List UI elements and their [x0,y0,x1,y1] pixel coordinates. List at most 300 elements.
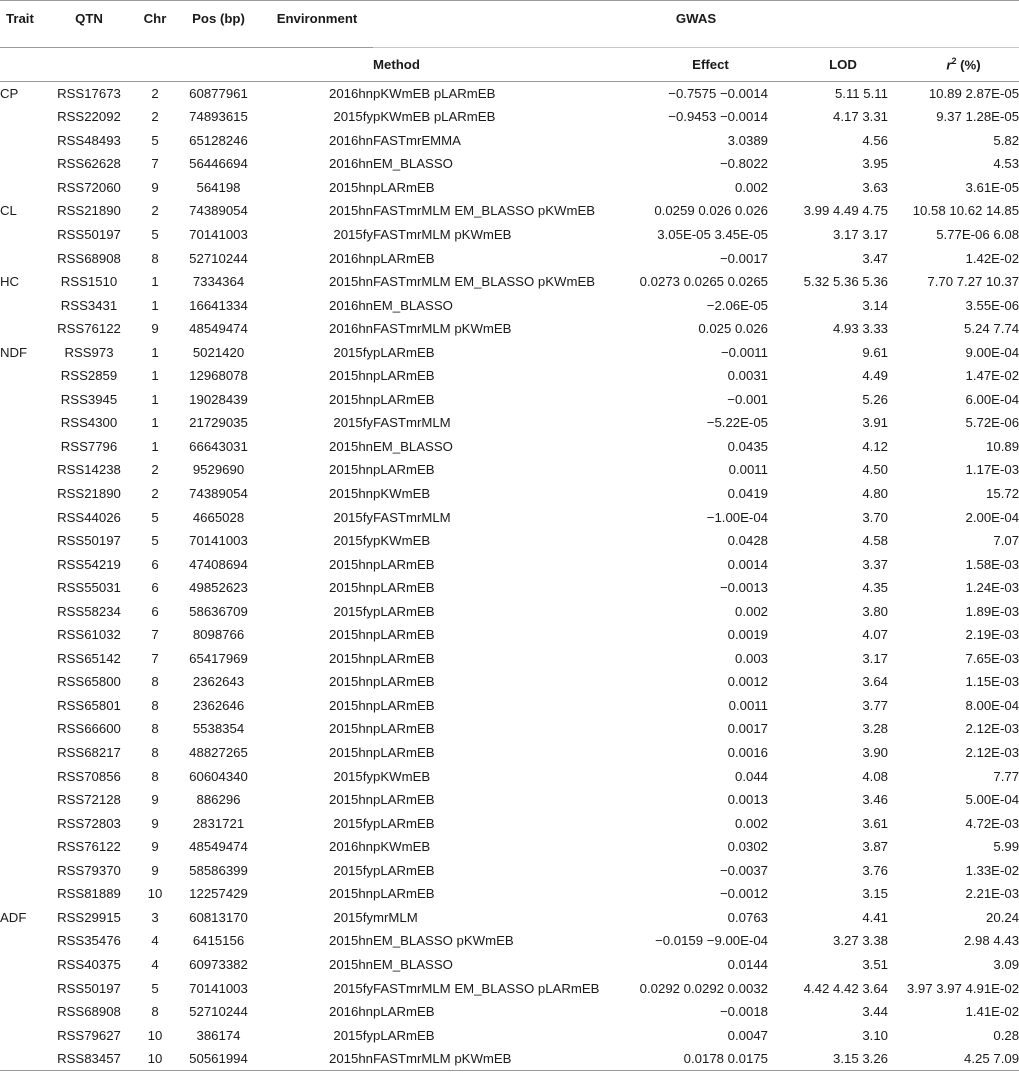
cell-trait: HC [0,274,20,290]
cell-environment: 2015hn [328,933,373,949]
cell-effect: −0.8022 [719,156,768,172]
cell-lod: 3.95 [862,156,888,172]
cell-r2: 5.82 [993,132,1019,148]
cell-environment: 2015fy [333,768,373,784]
cell-effect: 0.0763 [727,909,768,925]
table-row [0,623,1019,647]
cell-lod: 3.15 [862,886,888,902]
cell-effect: 0.0292 0.0292 0.0032 [639,980,768,996]
cell-chr: 8 [151,745,159,761]
cell-lod: 4.35 [862,580,888,596]
cell-environment: 2015hn [328,368,373,384]
header-effect: Effect [613,48,768,82]
cell-method: pLARmEB [373,391,435,407]
cell-environment: 2015hn [328,1051,373,1067]
cell-pos: 2362643 [192,674,245,690]
cell-qtn: RSS21890 [57,486,121,502]
cell-effect: 0.0012 [727,674,768,690]
cell-pos: 65128246 [189,132,248,148]
cell-method: FASTmrMLM EM_BLASSO pKWmEB [373,203,596,219]
cell-pos: 56446694 [189,156,248,172]
cell-effect: −0.0013 [719,580,768,596]
table-row [0,270,1019,294]
cell-r2: 20.24 [986,909,1019,925]
cell-method: FASTmrMLM [373,415,451,431]
cell-method: pLARmEB [373,745,435,761]
cell-r2: 2.00E-04 [965,509,1019,525]
cell-method: pKWmEB pLARmEB [373,109,496,125]
cell-effect: 0.0047 [727,1027,768,1043]
cell-method: EM_BLASSO pKWmEB [373,933,514,949]
cell-trait [0,1047,44,1071]
cell-lod: 4.58 [862,533,888,549]
cell-pos: 7334364 [192,274,245,290]
cell-effect: 0.0144 [727,956,768,972]
cell-pos: 8098766 [192,627,245,643]
cell-qtn: RSS68908 [57,1004,121,1020]
cell-qtn: RSS50197 [57,980,121,996]
cell-qtn: RSS3945 [60,391,118,407]
cell-chr: 5 [151,132,159,148]
cell-r2: 1.24E-03 [965,580,1019,596]
cell-trait [0,976,44,1000]
cell-pos: 74893615 [189,109,248,125]
cell-pos: 9529690 [192,462,245,478]
cell-environment: 2015hn [328,486,373,502]
cell-method: pLARmEB [373,674,435,690]
cell-chr: 1 [151,344,159,360]
cell-method: pLARmEB [373,179,435,195]
cell-lod: 4.56 [862,132,888,148]
header-r2: $r^2$ (%) [888,48,1019,82]
cell-method: pLARmEB [373,1004,435,1020]
cell-method: pLARmEB [373,886,435,902]
cell-r2: 5.77E-06 6.08 [936,227,1019,242]
cell-pos: 74389054 [189,486,248,502]
cell-lod: 3.10 [862,1027,888,1043]
cell-r2: 2.12E-03 [965,721,1019,737]
cell-lod: 3.51 [862,956,888,972]
cell-method: pLARmEB [373,627,435,643]
cell-method: pLARmEB [373,697,435,713]
cell-chr: 5 [151,509,159,525]
cell-chr: 8 [151,721,159,737]
cell-r2: 9.37 1.28E-05 [936,109,1019,125]
cell-qtn: RSS70856 [57,768,121,784]
cell-chr: 9 [151,792,159,808]
cell-qtn: RSS79627 [57,1027,121,1043]
cell-lod: 3.17 [862,650,888,666]
cell-method: EM_BLASSO [373,156,453,172]
cell-r2: 8.00E-04 [965,697,1019,713]
table-row [0,976,1019,1000]
cell-r2: 1.42E-02 [965,250,1019,266]
table-row [0,152,1019,176]
cell-environment: 2015fy [333,415,373,431]
cell-environment: 2016hn [328,86,373,101]
cell-effect: 0.002 [734,603,768,619]
cell-method: FASTmrMLM EM_BLASSO pLARmEB [373,980,600,996]
cell-environment: 2016hn [328,156,373,172]
cell-effect: 3.0389 [727,132,768,148]
cell-method: pLARmEB [373,603,435,619]
table-row [0,223,1019,247]
cell-r2: 10.89 [986,438,1019,454]
cell-environment: 2015hn [328,721,373,737]
cell-lod: 3.17 3.17 [833,227,888,242]
cell-r2: 3.97 3.97 4.91E-02 [906,980,1019,996]
cell-qtn: RSS40375 [57,956,121,972]
cell-method: pLARmEB [373,815,435,831]
cell-environment: 2015hn [328,391,373,407]
cell-lod: 4.50 [862,462,888,478]
table-row [0,599,1019,623]
table-row [0,929,1019,953]
cell-qtn: RSS3431 [60,297,118,313]
cell-method: pLARmEB [373,462,435,478]
cell-effect: −0.0011 [720,344,768,360]
table-row [0,293,1019,317]
cell-method: FASTmrMLM [373,509,451,525]
cell-effect: −0.001 [727,391,768,407]
cell-method: FASTmrMLM EM_BLASSO pKWmEB [373,274,596,290]
table-row [0,529,1019,553]
cell-environment: 2016hn [328,839,373,855]
cell-method: pLARmEB [373,556,435,572]
cell-qtn: RSS61032 [57,627,121,643]
cell-qtn: RSS44026 [57,509,121,525]
header-qtn: QTN [44,1,134,48]
table-row [0,199,1019,223]
cell-r2: 9.00E-04 [965,344,1019,360]
cell-trait [0,670,44,694]
cell-pos: 2362646 [192,697,245,713]
header-pos: Pos (bp) [176,1,261,48]
cell-effect: 0.0016 [727,745,768,761]
cell-qtn: RSS65142 [57,650,121,666]
cell-chr: 6 [151,603,159,619]
cell-pos: 5021420 [192,344,245,360]
table-row [0,788,1019,812]
cell-lod: 3.27 3.38 [833,933,888,949]
cell-pos: 50561994 [189,1051,248,1067]
table-row [0,811,1019,835]
header-spacer [0,48,373,82]
cell-qtn: RSS81889 [57,886,121,902]
cell-r2: 1.58E-03 [965,556,1019,572]
header-gwas: GWAS [373,1,1019,48]
cell-pos: 48827265 [189,745,248,761]
cell-environment: 2015hn [328,274,373,290]
cell-method: pLARmEB [373,721,435,737]
cell-pos: 52710244 [189,1004,248,1020]
cell-environment: 2016hn [328,250,373,266]
cell-trait [0,552,44,576]
cell-qtn: RSS29915 [57,909,121,925]
cell-effect: 0.0011 [728,462,768,478]
cell-chr: 8 [151,674,159,690]
cell-environment: 2016hn [328,132,373,148]
cell-trait [0,576,44,600]
cell-environment: 2016hn [328,321,373,337]
cell-pos: 58636709 [189,603,248,619]
cell-lod: 3.90 [862,745,888,761]
cell-trait [0,411,44,435]
cell-method: pLARmEB [373,580,435,596]
cell-qtn: RSS55031 [57,580,121,596]
cell-trait [0,364,44,388]
cell-environment: 2015fy [333,862,373,878]
cell-effect: 3.05E-05 3.45E-05 [657,227,768,242]
cell-pos: 52710244 [189,250,248,266]
header-trait: Trait [0,1,44,48]
cell-environment: 2015hn [328,203,373,219]
cell-r2: 0.28 [993,1027,1019,1043]
cell-pos: 60973382 [189,956,248,972]
table-row [0,953,1019,977]
cell-chr: 2 [151,86,159,101]
cell-environment: 2015fy [333,603,373,619]
cell-r2: 2.21E-03 [965,886,1019,902]
cell-trait [0,811,44,835]
cell-r2: 7.70 7.27 10.37 [927,274,1019,290]
cell-qtn: RSS66600 [57,721,121,737]
cell-qtn: RSS72128 [57,792,121,808]
cell-pos: 12257429 [189,886,248,902]
cell-qtn: RSS50197 [57,227,121,242]
cell-trait [0,388,44,412]
cell-r2: 1.89E-03 [965,603,1019,619]
cell-effect: 0.0017 [727,721,768,737]
cell-chr: 8 [151,768,159,784]
header-row-sub [0,48,1019,82]
cell-trait [0,929,44,953]
cell-effect: 0.003 [734,650,768,666]
cell-effect: −5.22E-05 [706,415,768,431]
cell-chr: 6 [151,580,159,596]
cell-environment: 2015hn [328,438,373,454]
cell-chr: 9 [151,815,159,831]
cell-chr: 8 [151,1004,159,1020]
cell-method: FASTmrEMMA [373,132,461,148]
cell-r2: 7.77 [993,768,1019,784]
table-row [0,317,1019,341]
cell-trait [0,694,44,718]
cell-effect: −0.9453 −0.0014 [668,109,768,125]
cell-environment: 2016hn [328,1004,373,1020]
cell-method: pLARmEB [373,792,435,808]
cell-effect: 0.0259 0.026 0.026 [654,203,768,219]
cell-chr: 6 [151,556,159,572]
cell-environment: 2015fy [333,980,373,996]
cell-effect: 0.025 0.026 [698,321,768,337]
cell-pos: 47408694 [189,556,248,572]
cell-r2: 3.61E-05 [965,179,1019,195]
cell-r2: 2.98 4.43 [964,933,1019,949]
table-row [0,1000,1019,1024]
cell-pos: 60877961 [189,86,248,101]
cell-pos: 2831721 [192,815,245,831]
cell-method: EM_BLASSO [373,438,453,454]
cell-r2: 3.55E-06 [965,297,1019,313]
cell-r2: 4.72E-03 [965,815,1019,831]
cell-lod: 3.44 [862,1004,888,1020]
table-row [0,552,1019,576]
cell-effect: 0.002 [734,815,768,831]
cell-qtn: RSS68217 [57,745,121,761]
table-row [0,482,1019,506]
cell-effect: 0.0302 [727,839,768,855]
cell-qtn: RSS4300 [60,415,118,431]
cell-chr: 9 [151,321,159,337]
cell-trait [0,152,44,176]
table-row [0,647,1019,671]
cell-trait [0,1000,44,1024]
cell-chr: 2 [151,486,159,502]
cell-r2: 6.00E-04 [965,391,1019,407]
cell-qtn: RSS65801 [57,697,121,713]
cell-method: pLARmEB [373,1027,435,1043]
cell-trait [0,623,44,647]
cell-method: FASTmrMLM pKWmEB [373,321,512,337]
cell-trait [0,764,44,788]
cell-trait [0,788,44,812]
cell-chr: 1 [151,438,159,454]
table-row [0,694,1019,718]
cell-pos: 564198 [196,179,241,195]
cell-qtn: RSS65800 [57,674,121,690]
cell-environment: 2015fy [333,109,373,125]
table-row [0,1023,1019,1047]
cell-chr: 1 [151,415,159,431]
cell-pos: 21729035 [189,415,248,431]
cell-chr: 4 [151,956,159,972]
cell-chr: 1 [151,297,159,313]
cell-trait [0,317,44,341]
cell-chr: 10 [147,886,163,902]
cell-qtn: RSS14238 [57,462,121,478]
cell-environment: 2015hn [328,580,373,596]
cell-r2: 1.41E-02 [965,1004,1019,1020]
cell-environment: 2015fy [333,815,373,831]
table-row [0,176,1019,200]
cell-qtn: RSS54219 [57,556,121,572]
cell-chr: 4 [151,933,159,949]
cell-pos: 12968078 [189,368,248,384]
header-row-top [0,1,1019,48]
cell-trait [0,882,44,906]
cell-method: pLARmEB [373,368,435,384]
cell-r2: 1.33E-02 [965,862,1019,878]
cell-r2: 7.07 [993,533,1019,549]
table-row [0,246,1019,270]
cell-pos: 48549474 [189,839,248,855]
table-row [0,340,1019,364]
cell-environment: 2015fy [333,509,373,525]
cell-r2: 5.24 7.74 [964,321,1019,337]
cell-chr: 9 [151,862,159,878]
cell-trait [0,129,44,153]
cell-chr: 1 [151,391,159,407]
cell-trait: CL [0,203,17,219]
cell-r2: 1.17E-03 [965,462,1019,478]
cell-pos: 74389054 [189,203,248,219]
cell-lod: 3.37 [862,556,888,572]
cell-environment: 2015hn [328,697,373,713]
cell-trait: ADF [0,909,27,925]
table-row [0,764,1019,788]
cell-chr: 10 [147,1051,163,1067]
cell-r2: 5.72E-06 [965,415,1019,431]
cell-effect: −0.0159 −9.00E-04 [655,933,768,949]
cell-method: FASTmrMLM pKWmEB [373,1051,512,1067]
cell-method: pKWmEB [373,533,431,549]
cell-environment: 2015hn [328,674,373,690]
cell-method: pKWmEB [373,486,431,502]
cell-r2: 15.72 [986,486,1019,502]
cell-environment: 2016hn [328,297,373,313]
cell-lod: 3.70 [862,509,888,525]
cell-lod: 5.26 [862,391,888,407]
cell-qtn: RSS973 [64,344,114,360]
cell-chr: 10 [147,1027,163,1043]
cell-lod: 3.47 [862,250,888,266]
table-body [0,82,1019,1071]
cell-chr: 2 [151,109,159,125]
table-row [0,670,1019,694]
cell-r2: 10.58 10.62 14.85 [912,203,1019,219]
cell-trait: NDF [0,344,28,360]
cell-qtn: RSS62628 [57,156,121,172]
cell-pos: 386174 [196,1027,241,1043]
table-row [0,105,1019,129]
cell-effect: 0.0013 [727,792,768,808]
cell-pos: 6415156 [192,933,245,949]
cell-lod: 3.87 [862,839,888,855]
cell-lod: 3.28 [862,721,888,737]
cell-r2: 4.25 7.09 [964,1051,1019,1067]
table-row [0,388,1019,412]
cell-trait [0,741,44,765]
cell-qtn: RSS35476 [57,933,121,949]
cell-trait [0,458,44,482]
cell-method: mrMLM [373,909,418,925]
header-chr: Chr [134,1,176,48]
table-row [0,364,1019,388]
cell-lod: 5.11 5.11 [834,86,888,101]
cell-r2: 1.15E-03 [965,674,1019,690]
cell-trait [0,953,44,977]
table-row [0,435,1019,459]
cell-effect: −0.7575 −0.0014 [668,86,768,101]
cell-effect: −1.00E-04 [706,509,768,525]
cell-lod: 3.99 4.49 4.75 [803,203,888,219]
cell-effect: −0.0017 [719,250,768,266]
cell-pos: 60813170 [189,909,248,925]
table-row [0,859,1019,883]
table-row [0,411,1019,435]
cell-trait [0,647,44,671]
cell-effect: 0.0014 [727,556,768,572]
cell-environment: 2015fy [333,909,373,925]
cell-lod: 4.93 3.33 [833,321,888,337]
cell-effect: 0.0019 [727,627,768,643]
cell-lod: 3.80 [862,603,888,619]
cell-environment: 2015hn [328,179,373,195]
cell-trait [0,505,44,529]
cell-pos: 49852623 [189,580,248,596]
cell-trait [0,835,44,859]
